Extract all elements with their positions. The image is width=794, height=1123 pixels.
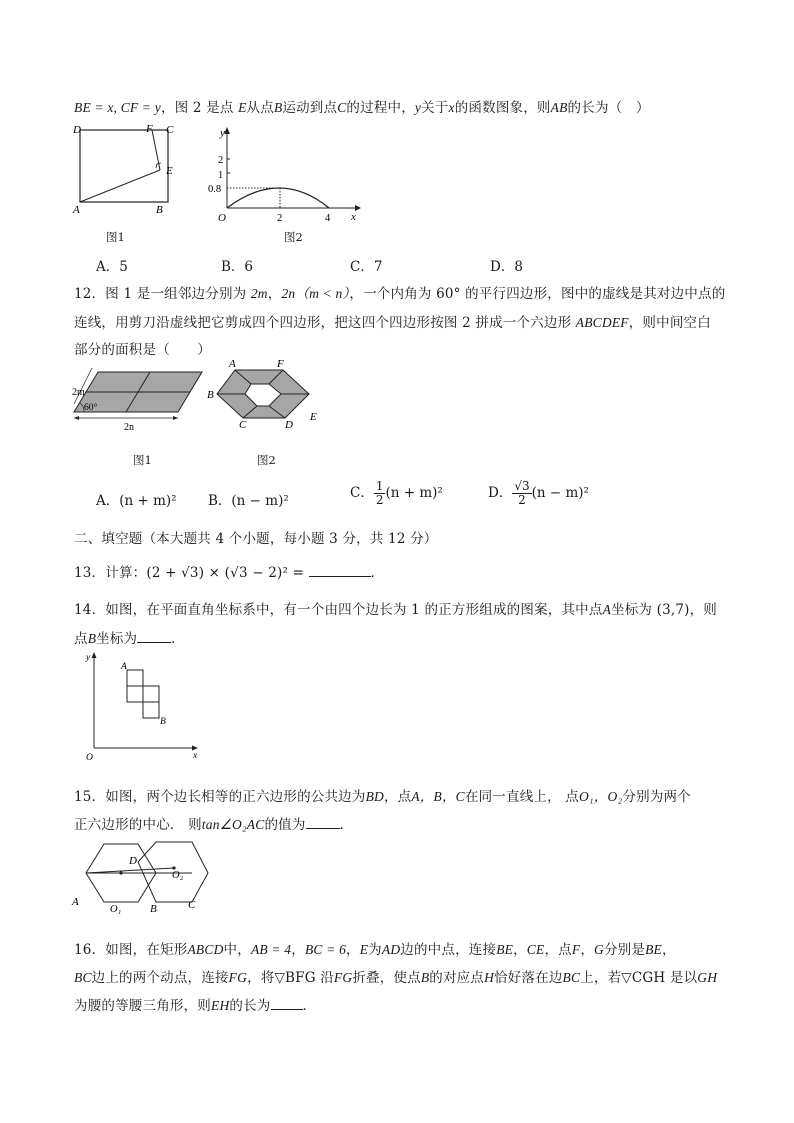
q16-text: ， <box>346 942 360 958</box>
q13-stem <box>74 561 384 581</box>
q15-text: 15．如图，两个边长相等的正六边形的公共边为 <box>74 789 366 805</box>
q15-figure-hexagons <box>70 838 220 918</box>
q16-seg: BC <box>74 970 92 985</box>
q16-pt: G <box>594 942 604 957</box>
q11-figure-rectangle <box>70 120 190 220</box>
q16-pt: H <box>484 970 495 985</box>
q16-stem-line2 <box>74 966 717 986</box>
q12-optd-fraction <box>512 480 531 507</box>
q13-expression: 13．计算：(2 + √3) × (√3 − 2)² = <box>74 565 305 581</box>
q12-optd-den: 2 <box>518 493 526 507</box>
q12-var: 2m <box>250 286 268 301</box>
q15-seg: BD <box>365 789 384 804</box>
q16-text: ，将▽BFG 沿 <box>247 970 334 986</box>
q12-optc-num: 1 <box>375 479 384 493</box>
q15-fig-D: D <box>129 855 137 867</box>
q16-pt: E <box>359 942 369 957</box>
q15-text: 正六边形的中心． 则 <box>74 817 202 833</box>
q12-text: ，一个内角为 60° 的平行四边形，图中的虚线是其对边中点的 <box>349 286 726 302</box>
q15-stem-line1 <box>74 785 691 805</box>
q11-option-c[interactable]: C．7 <box>350 259 383 275</box>
q11-pt: C <box>337 100 347 115</box>
q15-answer-blank[interactable] <box>306 815 340 829</box>
q11-fig2-caption: 图2 <box>284 230 303 244</box>
q11-fig1-label-F: F <box>146 123 153 135</box>
q11-fig2-tick-2: 2 <box>218 155 224 166</box>
q12-figure-hexagon <box>205 358 330 431</box>
q12-text: ， <box>267 286 282 302</box>
q12-optd-prefix: D． <box>488 485 513 501</box>
q14-stem-line2 <box>74 627 185 647</box>
q11-fig2-tick-08: 0.8 <box>208 184 222 195</box>
q16-end: ． <box>302 998 317 1014</box>
q16-text: ， <box>661 942 676 958</box>
q15-stem-line2 <box>74 813 353 833</box>
q11-text: ，图 2 是点 <box>161 100 234 116</box>
q11-fig1-label-D: D <box>73 124 81 136</box>
q15-fig-O1: O₁ <box>110 904 122 915</box>
q16-seg: GH <box>697 970 718 985</box>
q12-option-d[interactable] <box>488 480 589 507</box>
q16-text: 边的中点，连接 <box>400 942 497 958</box>
q11-text: 从点 <box>246 100 274 116</box>
q14-fig-B: B <box>160 717 166 727</box>
q16-text: 为 <box>368 942 382 958</box>
q12-fig2-D: D <box>285 419 293 431</box>
q16-text: 恰好落在边 <box>494 970 563 986</box>
q15-text: 分别为两个 <box>622 789 691 805</box>
q15-expression: tan∠O₂AC <box>201 817 265 832</box>
q14-text: 坐标为 (3,7)，则 <box>611 602 718 618</box>
q11-math-condition: BE = x, CF = y <box>74 100 161 115</box>
q16-text: 分别是 <box>603 942 646 958</box>
q16-seg: BE <box>645 942 662 957</box>
section-heading-fill-in: 二、填空题（本大题共 4 个小题，每小题 3 分，共 12 分） <box>74 531 438 547</box>
q14-fig-x: x <box>193 751 198 761</box>
q12-hexagon-name: ABCDEF <box>575 315 629 330</box>
q16-text: 中， <box>223 942 251 958</box>
q12-stem-line3: 部分的面积是（ ） <box>74 342 211 358</box>
q14-text: 点 <box>74 631 88 647</box>
q11-pt: E <box>238 100 247 115</box>
q11-var: x <box>448 100 455 115</box>
q16-seg: BE <box>496 942 514 957</box>
q12-option-b[interactable]: B．(n − m)² <box>208 493 289 509</box>
q14-stem-line1 <box>74 598 717 618</box>
q14-fig-y: y <box>86 653 91 663</box>
q15-fig-C: C <box>188 899 196 911</box>
q14-point: B <box>87 631 97 646</box>
q12-optc-tail: (n + m)² <box>385 485 443 501</box>
q12-fig1-2m: 2m <box>72 387 85 398</box>
q16-bc: BC = 6 <box>304 942 347 957</box>
q16-seg: AD <box>381 942 401 957</box>
q16-pt: F <box>571 942 581 957</box>
q16-text: 的长为 <box>229 998 271 1014</box>
q12-optc-prefix: C． <box>350 485 374 501</box>
q15-text: 在同一直线上， 点 <box>464 789 579 805</box>
q16-text: 边上的两个动点，连接 <box>91 970 229 986</box>
q12-fig1-2n: 2n <box>124 422 134 433</box>
q11-text: 关于 <box>421 100 449 116</box>
q11-fig2-x: x <box>351 211 356 223</box>
q16-stem-line3 <box>74 994 316 1014</box>
q14-text: 坐标为 <box>96 631 138 647</box>
q14-point: A <box>602 602 612 617</box>
q15-text: 的值为 <box>264 817 306 833</box>
q12-fig2-A: A <box>229 358 236 370</box>
q12-option-a[interactable]: A．(n + m)² <box>96 493 177 509</box>
q14-text: 14．如图，在平面直角坐标系中，有一个由四个边长为 1 的正方形组成的图案，其中点 <box>74 602 603 618</box>
q16-pt: B <box>420 970 430 985</box>
q16-answer-blank[interactable] <box>271 996 303 1010</box>
q11-figure-graph <box>205 122 365 222</box>
q16-stem-line1 <box>74 938 676 958</box>
q16-seg: BC <box>562 970 581 985</box>
q14-figure-coordinate <box>80 650 205 765</box>
q16-text: ，点 <box>544 942 572 958</box>
q12-optc-fraction <box>374 480 386 507</box>
q11-fig1-label-E: E <box>166 165 173 177</box>
q15-centers: O₁，O₂ <box>578 789 623 804</box>
q15-fig-O2: O₂ <box>172 870 184 881</box>
q12-fig2-F: F <box>277 358 284 370</box>
q15-points: A，B，C <box>411 789 465 804</box>
q16-text: 上，若▽CGH 是以 <box>580 970 698 986</box>
q14-end: ． <box>171 631 185 647</box>
q11-text: 的过程中， <box>346 100 415 116</box>
q11-fig2-tick-x4: 4 <box>325 213 331 224</box>
q12-optd-tail: (n − m)² <box>531 485 589 501</box>
q11-option-a[interactable]: A．5 <box>96 259 128 275</box>
q14-fig-O: O <box>86 753 93 763</box>
q12-fig2-B: B <box>207 389 214 401</box>
q14-fig-A: A <box>121 662 127 672</box>
q16-seg: FG <box>333 970 353 985</box>
q12-figure-parallelogram <box>70 360 210 440</box>
q14-answer-blank[interactable] <box>137 629 171 643</box>
q16-text: 的对应点 <box>429 970 485 986</box>
q12-fig1-60deg: 60° <box>84 403 98 413</box>
q16-text: 为腰的等腰三角形，则 <box>74 998 211 1014</box>
q11-fig1-label-C: C <box>166 124 174 136</box>
q11-stem-line1 <box>74 96 650 116</box>
q12-fig2-E: E <box>310 411 317 423</box>
q11-fig1-label-B: B <box>156 204 163 216</box>
q11-fig2-tick-x2: 2 <box>277 213 283 224</box>
q12-fig2-C: C <box>239 419 247 431</box>
q12-text: 12．图 1 是一组邻边分别为 <box>74 286 247 302</box>
q12-optc-den: 2 <box>375 493 384 507</box>
q11-text: 的函数图象，则 <box>454 100 551 116</box>
q12-stem-line2 <box>74 311 711 331</box>
q12-fig1-caption: 图1 <box>133 453 152 467</box>
q16-ab: AB = 4 <box>250 942 292 957</box>
q11-fig1-label-A: A <box>73 204 80 216</box>
q13-answer-blank[interactable] <box>309 563 371 577</box>
q12-var: 2n <box>281 286 296 301</box>
q12-fig2-caption: 图2 <box>257 453 276 467</box>
q11-option-b[interactable]: B．6 <box>221 259 254 275</box>
q16-seg: FG <box>228 970 248 985</box>
q16-rect: ABCD <box>187 942 224 957</box>
q11-fig1-caption: 图1 <box>106 230 125 244</box>
q12-text: ，则中间空白 <box>628 315 711 331</box>
q11-seg: AB <box>550 100 568 115</box>
q11-fig2-y: y <box>220 127 225 139</box>
q16-seg: CE <box>526 942 545 957</box>
q16-text: ， <box>291 942 305 958</box>
q11-option-d[interactable]: D．8 <box>490 259 523 275</box>
q16-text: 折叠，使点 <box>352 970 421 986</box>
q15-fig-A: A <box>72 896 79 908</box>
q11-text: 的长为（ ） <box>567 100 650 116</box>
q11-pt: B <box>273 100 283 115</box>
q16-seg: EH <box>211 998 230 1013</box>
q11-fig2-O: O <box>218 212 226 224</box>
q15-fig-B: B <box>150 903 157 915</box>
q12-optd-num: √3 <box>514 479 530 493</box>
q15-end: ． <box>339 817 354 833</box>
q11-var: y <box>414 100 422 115</box>
q12-option-c[interactable] <box>350 480 443 507</box>
q16-text: ， <box>580 942 595 958</box>
q16-text: ， <box>513 942 527 958</box>
q16-text: 16．如图，在矩形 <box>74 942 188 958</box>
q11-text: 运动到点 <box>282 100 338 116</box>
q12-text: 连线，用剪刀沿虚线把它剪成四个四边形，把这四个四边形按图 2 拼成一个六边形 <box>74 315 572 331</box>
q13-end: ． <box>370 565 385 581</box>
q11-fig2-tick-1: 1 <box>218 170 224 181</box>
q15-text: ，点 <box>383 789 412 805</box>
q12-stem-line1 <box>74 282 725 302</box>
q12-condition: （m < n） <box>295 286 350 301</box>
